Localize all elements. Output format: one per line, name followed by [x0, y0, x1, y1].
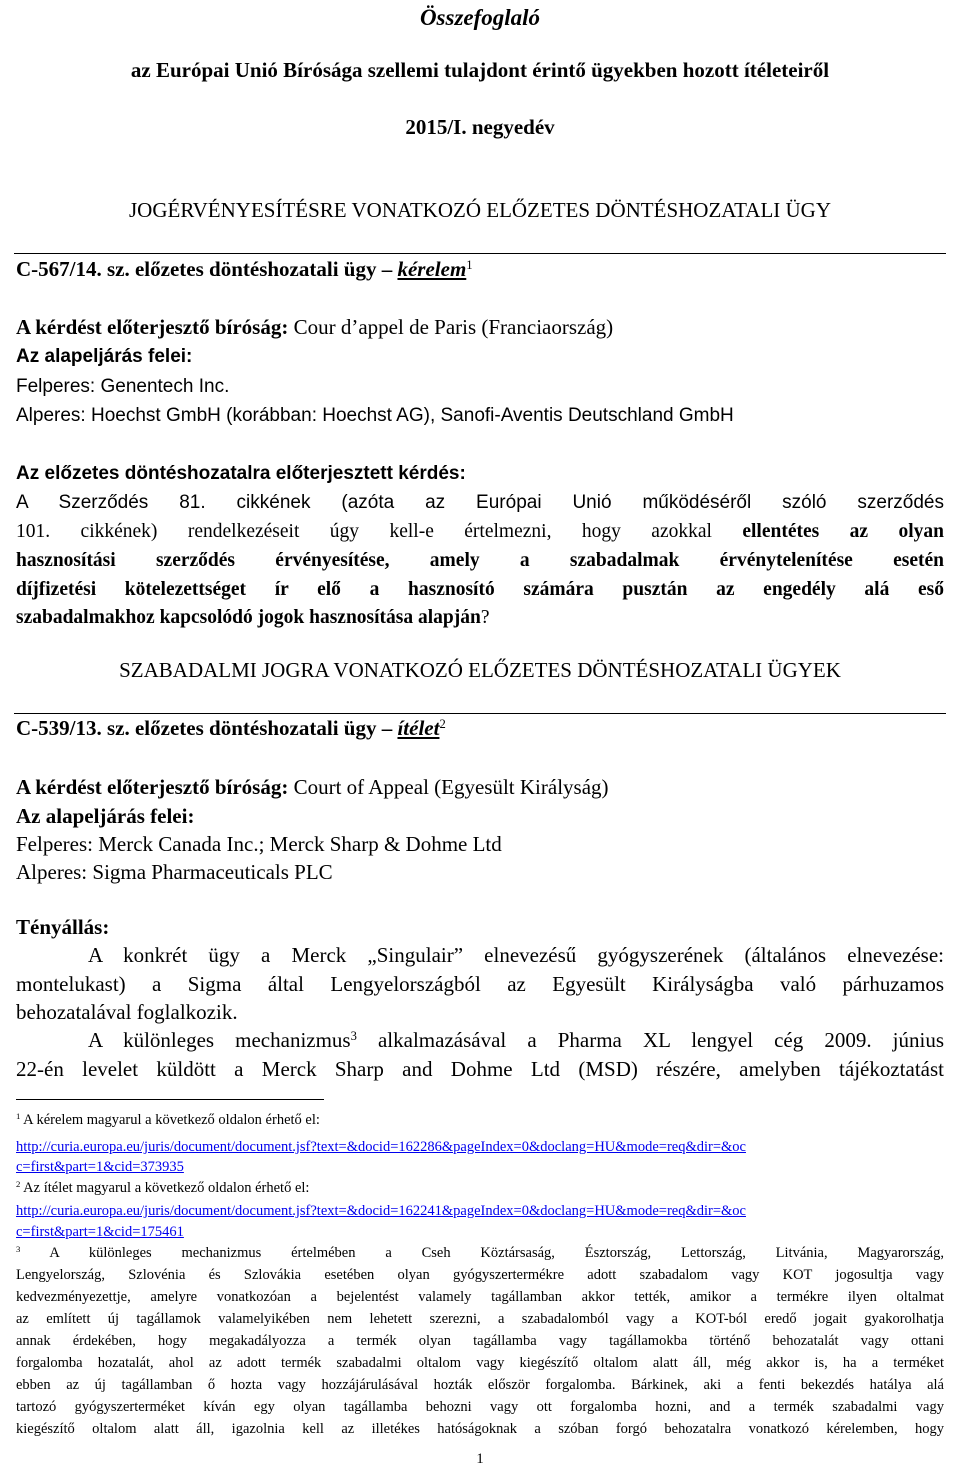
- court-value: Cour d’appel de Paris (Franciaország): [288, 315, 614, 339]
- footnote-1: [16, 1113, 320, 1128]
- footnote-3: [16, 1246, 944, 1261]
- footnote-2: [16, 1181, 309, 1196]
- footnote-3-line: tartozó gyógyszerterméket kíván egy olyan tagállamba behozni vagy ott forgalomba hozni, and a termék szabadalmi vagy: [16, 1399, 944, 1415]
- footnote-2-link-cont[interactable]: c=first&part=1&cid=175461: [16, 1224, 184, 1240]
- question-line-5: [16, 608, 490, 628]
- footnote-number: 1: [16, 1111, 21, 1122]
- footnote-3-line: Lengyelország, Szlovénia és Szlovákia esetében olyan gyógyszertermékre adott szabadalom vagy KOT jogosultja vagy: [16, 1267, 944, 1283]
- page-number: 1: [476, 1451, 484, 1467]
- section2-facts-label: Tényállás:: [16, 915, 110, 939]
- question-emphasis: szabadalmakhoz kapcsolódó jogok hasznosítása alapján: [16, 607, 481, 628]
- question-line-1: A Szerződés 81. cikkének (azóta az Európai Unió működéséről szóló szerződés: [16, 492, 944, 513]
- facts-text: alkalmazásával a Pharma XL lengyel cég 2009. június: [356, 1028, 945, 1052]
- facts-line-3: behozatalával foglalkozik.: [16, 1000, 238, 1024]
- section1-case-title: [16, 259, 473, 280]
- facts-text: A különleges mechanizmus: [88, 1028, 351, 1052]
- question-line-4: díjfizetési kötelezettséget ír elő a hasznosító számára pusztán az engedély alá eső: [16, 579, 944, 600]
- question-line-3: hasznosítási szerződés érvényesítése, amely a szabadalmak érvénytelenítése esetén: [16, 550, 944, 571]
- court-label: A kérdést előterjesztő bíróság:: [16, 315, 289, 339]
- section2-case-title: [16, 718, 446, 739]
- footnote-2-link[interactable]: http://curia.europa.eu/juris/document/document.jsf?text=&docid=162241&pageIndex=0&doclang=HU&mode=req&dir=&oc: [16, 1203, 746, 1219]
- question-end: ?: [480, 607, 490, 628]
- document-period: 2015/I. negyedév: [405, 115, 555, 139]
- footnote-number: 3: [16, 1244, 21, 1255]
- section-divider: [14, 253, 946, 254]
- section-divider: [14, 713, 946, 714]
- question-text: 101. cikkének) rendelkezéseit úgy kell-e értelmezni, hogy azokkal: [16, 521, 743, 542]
- document-subtitle: az Európai Unió Bírósága szellemi tulajdont érintő ügyekben hozott ítéleteiről: [130, 58, 830, 82]
- section1-defendant: Alperes: Hoechst GmbH (korábban: Hoechst AG), Sanofi-Aventis Deutschland GmbH: [16, 405, 734, 426]
- footnote-text: Az ítélet magyarul a következő oldalon érhető el:: [20, 1180, 310, 1196]
- footnote-3-line: forgalomba hozatalát, ahol az adott termék szabadalmi oltalom vagy kiegészítő oltalom alatt áll, még akkor is, ha a terméket: [16, 1355, 944, 1371]
- footnote-1-link[interactable]: http://curia.europa.eu/juris/document/document.jsf?text=&docid=162286&pageIndex=0&doclang=HU&mode=req&dir=&oc: [16, 1139, 746, 1155]
- section2-plaintiff: Felperes: Merck Canada Inc.; Merck Sharp & Dohme Ltd: [16, 832, 502, 856]
- footnote-ref: 2: [439, 717, 446, 732]
- footnote-1-link-cont[interactable]: c=first&part=1&cid=373935: [16, 1159, 184, 1175]
- section1-plaintiff: Felperes: Genentech Inc.: [16, 376, 230, 397]
- footnote-text: A kérelem magyarul a következő oldalon érhető el:: [20, 1112, 320, 1128]
- footnote-ref: 1: [466, 258, 473, 273]
- court-value: Court of Appeal (Egyesült Királyság): [288, 775, 609, 799]
- facts-line-1: A konkrét ügy a Merck „Singulair” elnevezésű gyógyszerének (általános elnevezése:: [88, 943, 944, 967]
- footnote-separator: [16, 1099, 324, 1100]
- section2-defendant: Alperes: Sigma Pharmaceuticals PLC: [16, 860, 333, 884]
- footnote-3-line: kedvezményezettje, amelyre vonatkozóan a bejelentést valamely tagállamban akkor tették, amikor a termékre ilyen oltalmat: [16, 1289, 944, 1305]
- section2-parties-label: Az alapeljárás felei:: [16, 804, 195, 828]
- section2-court: [16, 777, 609, 798]
- section1-parties-label: Az alapeljárás felei:: [16, 346, 193, 367]
- section1-heading: JOGÉRVÉNYESÍTÉSRE VONATKOZÓ ELŐZETES DÖNTÉSHOZATALI ÜGY: [128, 198, 832, 222]
- footnote-3-line: kiegészítő oltalom alatt áll, igazolnia kell az illetékes hatóságoknak a szóban forgó behozatalra vonatkozó kérelemben, hogy: [16, 1421, 944, 1437]
- footnote-3-line: annak érdekében, hogy megakadályozza a termék olyan tagállamba vagy tagállamokba történő behozatalát vagy ottani: [16, 1333, 944, 1349]
- document-title: Összefoglaló: [419, 5, 541, 30]
- case-number: C-539/13. sz. előzetes döntéshozatali ügy –: [16, 716, 398, 740]
- facts-line-2: montelukast) a Sigma által Lengyelországból az Egyesült Királyságba való párhuzamos: [16, 972, 944, 996]
- footnote-number: 2: [16, 1179, 21, 1190]
- question-line-2: [16, 522, 944, 542]
- case-document-link[interactable]: kérelem: [397, 257, 467, 281]
- footnote-ref: 3: [350, 1029, 357, 1044]
- court-label: A kérdést előterjesztő bíróság:: [16, 775, 289, 799]
- question-emphasis: ellentétes az olyan: [742, 521, 945, 542]
- facts-line-4: [16, 1030, 944, 1051]
- footnote-text: A különleges mechanizmus értelmében a Cseh Köztársaság, Észtország, Lettország, Litvánia, Magyarország,: [20, 1245, 944, 1261]
- case-number: C-567/14. sz. előzetes döntéshozatali ügy –: [16, 257, 398, 281]
- section1-question-label: Az előzetes döntéshozatalra előterjesztett kérdés:: [16, 463, 466, 484]
- section1-court: [16, 317, 613, 338]
- facts-line-5: 22-én levelet küldött a Merck Sharp and Dohme Ltd (MSD) részére, amelyben tájékoztatást: [16, 1057, 944, 1081]
- footnote-3-line: az említett új tagállamok valamelyikében nem lehetett szerezni, a szabadalomból vagy a KOT-ból eredő jogait gyakorolhatja: [16, 1311, 944, 1327]
- section2-heading: SZABADALMI JOGRA VONATKOZÓ ELŐZETES DÖNTÉSHOZATALI ÜGYEK: [119, 658, 841, 682]
- footnote-3-line: ebben az új tagállamban ő hozta vagy hozzájárulásával hozták először forgalomba. Bárkinek, aki a fenti bekezdés hatálya alá: [16, 1377, 944, 1393]
- case-document-link[interactable]: ítélet: [397, 716, 440, 740]
